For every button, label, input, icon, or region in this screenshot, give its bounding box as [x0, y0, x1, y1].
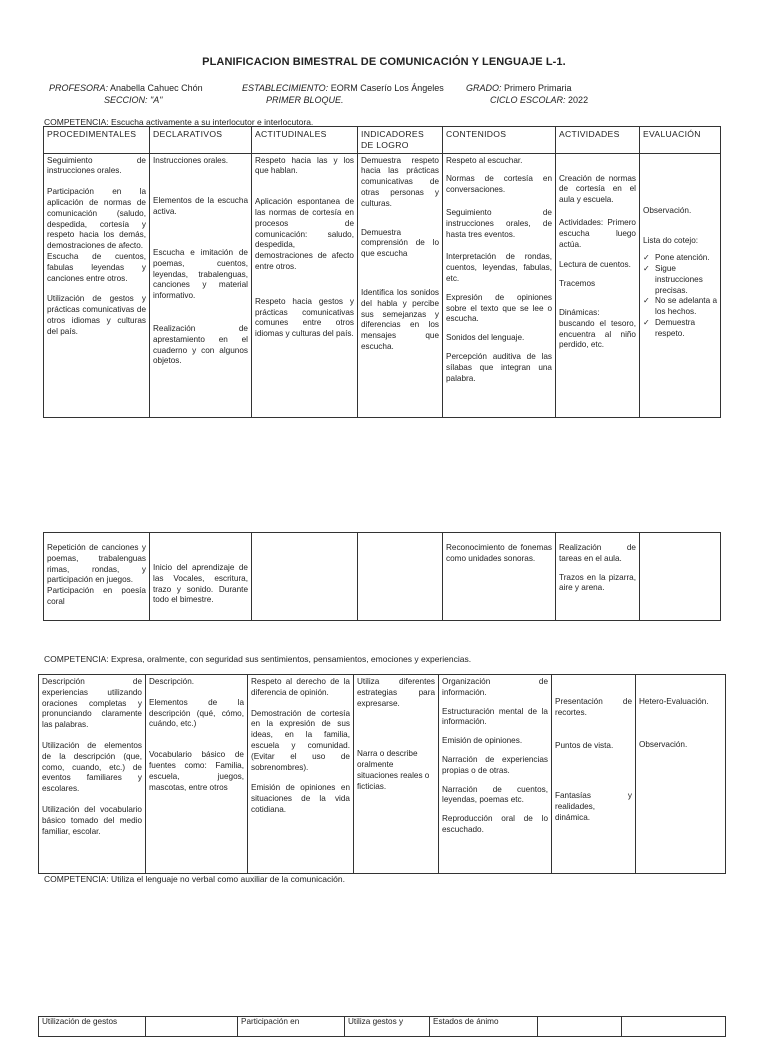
cell-actividades — [538, 1017, 622, 1037]
cell-procedimentales — [44, 153, 150, 417]
cell-indicadores — [358, 533, 443, 621]
text-item: Participación en — [241, 1017, 300, 1026]
cell-indicadores — [358, 153, 443, 417]
text-item: Reproducción oral de lo escuchado. — [442, 814, 548, 834]
cell-evaluacion — [636, 675, 726, 874]
cell-contenidos — [443, 153, 556, 417]
col-actitudinales: ACTITUDINALES — [252, 127, 358, 154]
establecimiento-line — [242, 83, 444, 93]
text-item: Percepción auditiva de las sílabas que integran una palabra. — [446, 351, 552, 383]
cell-actividades — [552, 675, 636, 874]
text-item: Tracemos — [559, 279, 596, 289]
text-item: Narración de experiencias propias o de otras. — [442, 754, 548, 775]
cell-procedimentales — [44, 533, 150, 621]
checklist-item: ✓ Sigue instrucciones precisas. — [643, 264, 717, 296]
col-evaluacion: EVALUACIÓN — [640, 127, 721, 154]
text-item: Lista do cotejo: — [643, 236, 699, 246]
cell-evaluacion — [622, 1017, 726, 1037]
profesora-label: PROFESORA: — [49, 83, 109, 93]
text-item: Observación. — [643, 205, 692, 215]
text-item: Hetero-Evaluación. — [639, 697, 709, 706]
text-item: Presentación de recortes. — [555, 697, 632, 717]
grado-label: GRADO: — [466, 83, 502, 93]
text-item: Narra o describe oralmente situaciones reales o ficticias. — [357, 749, 430, 791]
checklist-item: ✓ Pone atención. — [643, 253, 717, 264]
text-item: Sonidos del lenguaje. — [446, 333, 525, 343]
cell-procedimentales — [39, 1017, 146, 1037]
cell-indicadores — [345, 1017, 430, 1037]
text-item: Lectura de cuentos. — [559, 260, 631, 270]
col-actividades: ACTIVIDADES — [556, 127, 640, 154]
text-item: Observación. — [639, 739, 688, 749]
cell-contenidos — [430, 1017, 538, 1037]
text-item: Utilización de gestos — [42, 1017, 118, 1026]
establecimiento-label: ESTABLECIMIENTO: — [242, 83, 329, 93]
establecimiento-value: EORM Caserío Los Ángeles — [330, 83, 444, 93]
text-item: Emisión de opiniones. — [442, 736, 523, 746]
text-item: Realización de aprestamiento en el cuaderno y con algunos objetos. — [153, 323, 248, 366]
seccion-line — [104, 95, 162, 105]
text-item: Interpretación de rondas, cuentos, leyendas, fabulas, etc. — [446, 252, 552, 283]
bloque-line — [266, 95, 344, 105]
seccion-label: SECCION: — [104, 95, 148, 105]
table-competencia-3 — [38, 1016, 726, 1037]
text-item: Seguimiento de instrucciones orales, de hasta tres eventos. — [446, 207, 552, 239]
cell-actitudinales — [252, 533, 358, 621]
cell-contenidos — [443, 533, 556, 621]
cell-actividades — [556, 153, 640, 417]
text-item: Respeto al derecho de la diferencia de opinión. — [251, 677, 350, 697]
text-item: Aplicación espontanea de las normas de cortesía en procesos de comunicación: saludo, despedida, demostraciones de afecto entre otros. — [255, 197, 354, 271]
grado-value: Primero Primaria — [504, 83, 572, 93]
text-item: Utilización de elementos de la descripción (que, como, cuando, etc.) de eventos familiares y escolares. — [42, 740, 142, 794]
profesora-line — [49, 83, 203, 93]
cell-evaluacion — [640, 533, 721, 621]
competencia-3: COMPETENCIA: Utiliza el lenguaje no verbal como auxiliar de la comunicación. — [44, 874, 345, 884]
text-item: Participación en poesía coral — [47, 586, 146, 606]
text-item: Descripción. — [149, 677, 195, 686]
text-item: Realización de tareas en el aula. — [559, 543, 636, 563]
text-item: Utiliza gestos y — [348, 1017, 404, 1026]
checklist-item: ✓ No se adelanta a los hechos. — [643, 296, 717, 318]
text-item: Utiliza diferentes estrategias para expresarse. — [357, 677, 435, 708]
text-item: Reconocimiento de fonemas como unidades sonoras. — [446, 543, 552, 563]
text-item: Demuestra respeto hacia las prácticas comunicativas de otras personas y culturas. — [361, 155, 439, 208]
ciclo-value: 2022 — [568, 95, 589, 105]
grado-line — [466, 83, 572, 93]
text-item: Identifica los sonidos del habla y percibe sus semejanzas y diferencias en los mensajes que escucha. — [361, 287, 439, 351]
cell-procedimentales — [39, 675, 146, 874]
text-item: Participación en la aplicación de normas de comunicación (saludo, despedida, cortesía y respeto hacia los demás, demostraciones de afecto. — [47, 187, 146, 251]
text-item: Elementos de la descripción (qué, cómo, cuándo, etc.) — [149, 697, 244, 729]
cell-declarativos — [146, 1017, 238, 1037]
cell-indicadores — [354, 675, 439, 874]
cell-declarativos — [146, 675, 248, 874]
cell-evaluacion — [640, 153, 721, 417]
text-item: Inicio del aprendizaje de las Vocales, escritura, trazo y sonido. Durante todo el bimestre. — [153, 563, 248, 605]
text-item: Fantasías y realidades, dinámica. — [555, 791, 632, 822]
text-item: Estructuración mental de la información. — [442, 706, 548, 727]
cell-contenidos — [439, 675, 552, 874]
seccion-value: "A" — [150, 95, 163, 105]
bloque-value: PRIMER BLOQUE. — [266, 95, 344, 105]
text-item: Narración de cuentos, leyendas, poemas etc. — [442, 784, 548, 805]
checklist — [643, 253, 717, 339]
cell-actitudinales — [248, 675, 354, 874]
text-item: Expresión de opiniones sobre el texto que se lee o escucha. — [446, 292, 552, 324]
checklist-item: ✓ Demuestra respeto. — [643, 318, 717, 340]
text-item: Instrucciones orales. — [153, 155, 229, 165]
text-item: Repetición de canciones y poemas, trabalenguas rimas, rondas, y participación en juegos. — [47, 543, 146, 585]
text-item: Creación de normas de cortesía en el aula y escuela. — [559, 173, 636, 205]
text-item: Escucha e imitación de poemas, cuentos, leyendas, trabalenguas, canciones y material informativo. — [153, 247, 248, 301]
text-item: Puntos de vista. — [555, 740, 614, 750]
text-item: Normas de cortesía en conversaciones. — [446, 174, 552, 195]
cell-declarativos — [150, 153, 252, 417]
text-item: Utilización de gestos y prácticas comunicativas de otros idiomas y culturas del país. — [47, 294, 146, 336]
table-continuation-1 — [43, 532, 721, 621]
text-item: Vocabulario básico de fuentes como: Familia, escuela, juegos, mascotas, entre otros — [149, 750, 244, 792]
text-item: Respeto hacia gestos y prácticas comunicativas comunes entre otros idiomas y culturas del país. — [255, 296, 354, 339]
ciclo-label: CICLO ESCOLAR: — [490, 95, 566, 105]
profesora-value: Anabella Cahuec Chón — [110, 83, 203, 93]
text-item: Utilización del vocabulario básico tomado del medio familiar, escolar. — [42, 804, 142, 836]
text-item: Actividades: Primero escucha luego actúa. — [559, 217, 636, 249]
text-item: Demuestra comprensión de lo que escucha — [361, 227, 439, 259]
cell-actividades — [556, 533, 640, 621]
text-item: Demostración de cortesía en la expresión de sus ideas, en la familia, escuela y comunidad. (Evitar el uso de sobrenombres). — [251, 708, 350, 772]
cell-declarativos — [150, 533, 252, 621]
text-item: Trazos en la pizarra, aire y arena. — [559, 572, 636, 593]
col-indicadores: INDICADORES DE LOGRO — [358, 127, 443, 154]
table-competencia-1 — [43, 126, 721, 418]
text-item: Descripción de experiencias utilizando oraciones completas y pronunciando claramente las palabras. — [42, 677, 142, 730]
text-item: Organización de información. — [442, 677, 548, 697]
text-item: Respeto al escuchar. — [446, 155, 523, 165]
cell-actitudinales — [238, 1017, 345, 1037]
text-item: Emisión de opiniones en situaciones de la vida cotidiana. — [251, 783, 350, 814]
ciclo-line — [490, 95, 588, 105]
competencia-1: COMPETENCIA: Escucha activamente a su interlocutor e interlocutora. — [44, 117, 314, 127]
table-competencia-2 — [38, 674, 726, 874]
text-item: Dinámicas: buscando el tesoro, encuentra al niño perdido, etc. — [559, 307, 636, 350]
text-item: Estados de ánimo — [433, 1017, 499, 1026]
page-title: PLANIFICACION BIMESTRAL DE COMUNICACIÓN Y LENGUAJE L-1. — [202, 56, 566, 68]
text-item: Elementos de la escucha activa. — [153, 196, 248, 217]
col-procedimentales: PROCEDIMENTALES — [44, 127, 150, 154]
text-item: Escucha de cuentos, fabulas leyendas y canciones entre otros. — [47, 251, 146, 283]
text-item: Respeto hacia las y los que hablan. — [255, 155, 354, 176]
col-declarativos: DECLARATIVOS — [150, 127, 252, 154]
competencia-2: COMPETENCIA: Expresa, oralmente, con seguridad sus sentimientos, pensamientos, emociones y experiencias. — [44, 654, 472, 664]
cell-actitudinales — [252, 153, 358, 417]
col-contenidos: CONTENIDOS — [443, 127, 556, 154]
text-item: Seguimiento de instrucciones orales. — [47, 155, 146, 176]
